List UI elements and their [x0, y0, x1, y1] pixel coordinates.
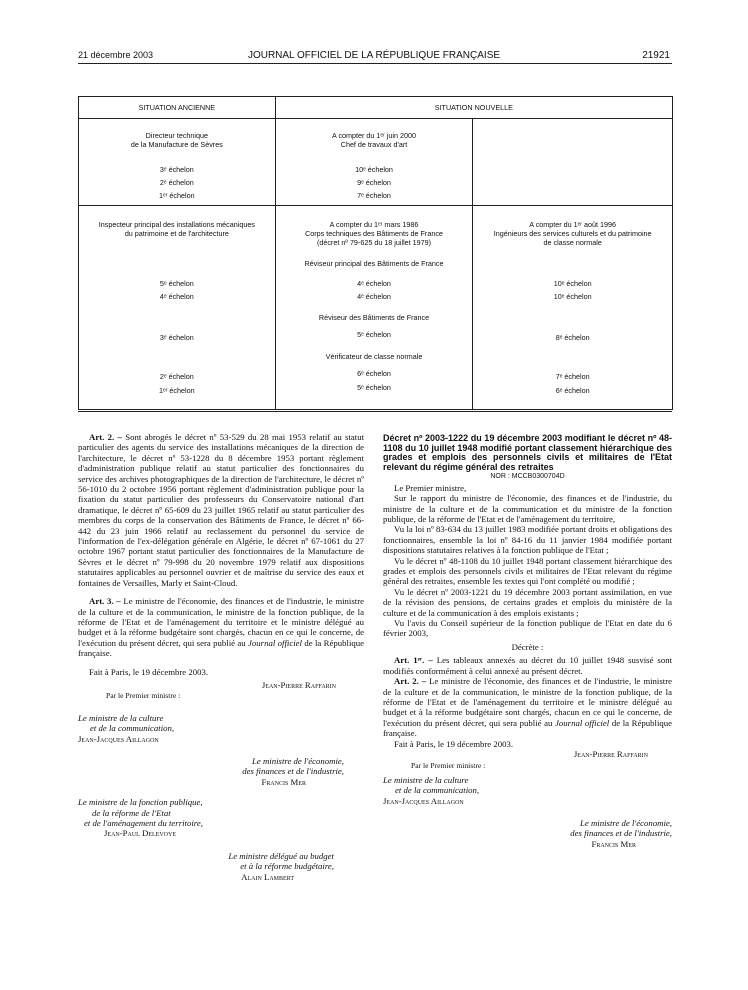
cell-text: Chef de travaux d'art [340, 140, 408, 149]
preamble-line: Vu l'avis du Conseil supérieur de la fonction publique de l'Etat en date du 6 février 2003, [383, 618, 672, 639]
decree-title: Décret nº 2003-1222 du 19 décembre 2003 modifiant le décret nº 48-1108 du 10 juillet 1948 modifié portant classement hiérarchique des grades et emplois des personnels civils et militaires de l'Etat relevant du régime général des retraites [383, 433, 672, 472]
cell-text: Réviseur des Bâtiments de France [318, 313, 430, 322]
preamble-line: Sur le rapport du ministre de l'économie, des finances et de l'industrie, du ministre de la culture et de la communication et du ministre de la fonction publique, de la réforme de l'Etat et de l'aménagement du territoire, [383, 493, 672, 524]
article-text: Les tableaux annexés au décret du 10 juillet 1948 susvisé sont modifiés conformément à celui annexé au présent décret. [383, 655, 672, 676]
cell-text: 8ᵉ échelon [555, 333, 590, 342]
journal-title: JOURNAL OFFICIEL DE LA RÉPUBLIQUE FRANÇAISE [247, 50, 501, 61]
signatory-pm: Jean-Pierre Raffarin [573, 748, 648, 759]
cell-text: 5ᵉ échelon [159, 279, 194, 288]
cell-text: 4ᵉ échelon [357, 292, 391, 301]
decrete: Décrète : [511, 641, 544, 652]
cell-text: 6ᵉ échelon [357, 369, 391, 378]
article-1 [383, 655, 672, 676]
nor-reference: NOR : MCCB0300704D [490, 473, 565, 481]
signature-line: des finances et de l'industrie, [570, 828, 672, 839]
header-old-situation: SITUATION ANCIENNE [79, 97, 276, 119]
signature-economie [78, 756, 364, 787]
cell-text: 5ᵉ échelon [357, 330, 391, 339]
journal-officiel-ref: Journal officiel [555, 717, 610, 728]
cell-text: Inspecteur principal des installations mécaniques [98, 220, 255, 229]
signature-culture [383, 775, 672, 806]
row2-old [79, 206, 276, 410]
signature-line: de la réforme de l'Etat [92, 807, 171, 818]
table-bottom-rule [78, 411, 672, 412]
article-text: Le ministre de l'économie, des finances et de l'industrie, le ministre de la culture et de la communication, le ministre de la fonction publique, de la réforme de l'Etat et de l'aménagement du territoire et le ministre délégué au budget et à la réforme budgétaire sont chargés, chacun en ce qui le concerne, de l'exécution du présent décret, qui sera publié au [383, 676, 672, 728]
article-label: Art. 3. – [89, 596, 121, 607]
preamble-line: Vu la loi nº 83-634 du 13 juillet 1983 modifiée portant droits et obligations des fonctionnaires, ensemble la loi nº 84-16 du 11 janvier 1984 modifiée portant dispositions statutaires relatives à la fonction publique de l'Etat ; [383, 524, 672, 556]
signature-line: et de la communication, [395, 785, 480, 796]
cell-text: Vérificateur de classe normale [325, 352, 423, 361]
article-text: Sont abrogés le décret nº 53-529 du 28 mai 1953 relatif au statut particulier des agents du service des installations mécaniques de la direction de l'architecture, le décret nº 53-1228 du 8 décembre 1953 portant règlement d'administration publique relatif au statut particulier des fonctionnaires du service des archives photographiques de la direction de l'architecture, le décret nº 56-1010 du 2 octobre 1956 portant règlement d'administration publique pour la fixation du statut particulier des professeurs du Conservatoire national d'art dramatique, le décret nº 65-609 du 23 juillet 1965 relatif au statut particulier des membres du corps de la conservation des Bâtiments de France, le décret nº 66-442 du 23 juin 1966 relatif au reclassement du personnel du service de l'information de l'ex-délégation générale en Algérie, le décret nº 67-1061 du 27 octobre 1967 portant statut particulier des fonctionnaires de la Manufacture de Sèvres et le décret nº 79-998 du 20 novembre 1979 relatif aux dispositions statutaires applicables au personnel ouvrier et de maîtrise du service des eaux et fontaines de Versailles, Marly et Saint-Cloud. [78, 432, 365, 588]
signature-economie [383, 818, 672, 849]
journal-officiel-ref: Journal officiel [248, 637, 302, 648]
cell-text: 10ᵉ échelon [355, 165, 393, 174]
row1-old [79, 119, 276, 206]
article-text: Le ministre de l'économie, des finances et de l'industrie, le ministre de la culture et de la communication, le ministre de la fonction publique, de la réforme de l'Etat et de l'aménagement du territoire et le ministre délégué au budget et à la réforme budgétaire sont chargés, chacun en ce qui le concerne, de l'exécution du présent décret, qui sera publié au [78, 596, 364, 648]
row2-mid [275, 206, 473, 410]
cell-text: 9ᵉ échelon [357, 178, 391, 187]
cell-text: A compter du 1ᵉʳ mars 1986 [329, 220, 419, 229]
signatory-name: Jean-Paul Delevoye [104, 828, 177, 839]
signatory-name: Francis Mer [261, 776, 306, 787]
reclassification-table [78, 96, 673, 410]
cell-text: Directeur technique [145, 131, 208, 140]
article-text: de la République française. [383, 717, 673, 739]
cell-text: 4ᵉ échelon [159, 292, 194, 301]
par-le-premier-ministre: Par le Premier ministre : [106, 691, 181, 701]
cell-text: 2ᵉ échelon [159, 372, 194, 381]
signature-line: et de la communication, [90, 723, 175, 734]
signature-date: Fait à Paris, le 19 décembre 2003. [394, 738, 514, 749]
preamble-line: Vu le décret nº 2003-1221 du 19 décembre 2003 portant assimilation, en vue de la révision des pensions, de certains grades et emplois du ministère de la culture et de la communication à des emplois existants ; [383, 586, 672, 618]
signature-line: et de l'aménagement du territoire, [84, 818, 203, 828]
cell-text: du patrimoine et de l'architecture [124, 229, 229, 238]
article-2-right [383, 676, 672, 738]
cell-text: 7ᵉ échelon [555, 372, 590, 381]
article-3 [78, 596, 364, 658]
cell-text: A compter du 1ᵉʳ août 1996 [529, 220, 617, 229]
cell-text: A compter du 1ᵉʳ juin 2000 [332, 131, 416, 140]
signature-line: et à la réforme budgétaire, [240, 861, 334, 872]
signatory-name: Jean-Jacques Aillagon [78, 733, 159, 744]
cell-text: 10ᵉ échelon [553, 279, 592, 288]
cell-text: Réviseur principal des Bâtiments de France [304, 259, 444, 268]
header-rule [78, 63, 672, 64]
row1-new [275, 119, 473, 206]
signature-line: Le ministre de la culture [383, 774, 469, 785]
signature-line: Le ministre de la culture [78, 712, 164, 723]
signature-line: Le ministre délégué au budget [228, 850, 334, 861]
signature-budget [78, 851, 364, 882]
signature-line: Le ministre de l'économie, [252, 755, 344, 766]
signature-culture [78, 713, 364, 744]
signature-line: des finances et de l'industrie, [242, 766, 344, 777]
signatory-pm: Jean-Pierre Raffarin [261, 679, 336, 690]
cell-text: 7ᵉ échelon [357, 191, 391, 200]
cell-text: de classe normale [543, 238, 602, 247]
signature-line: Le ministre de l'économie, [580, 817, 672, 828]
left-column [78, 432, 364, 882]
cell-text: 3ᵉ échelon [159, 165, 194, 174]
par-le-premier-ministre: Par le Premier ministre : [411, 761, 486, 771]
signature-fonction-publique [78, 797, 364, 839]
signatory-name: Alain Lambert [241, 871, 294, 882]
cell-text: Corps techniques des Bâtiments de France [305, 229, 443, 238]
signatory-name: Jean-Jacques Aillagon [383, 795, 464, 806]
cell-text: Ingénieurs des services culturels et du patrimoine [493, 229, 652, 238]
signatory-name: Francis Mer [591, 838, 636, 849]
signature-line: Le ministre de la fonction publique, [78, 797, 203, 808]
cell-text: 6ᵉ échelon [555, 386, 590, 395]
cell-text: 1ᵉʳ échelon [159, 386, 195, 395]
article-label: Art. 1ᵉʳ. – [394, 655, 433, 666]
cell-text: (décret nº 79-625 du 18 juillet 1979) [316, 238, 432, 247]
preamble-line: Vu le décret nº 48-1108 du 10 juillet 1948 portant classement hiérarchique des grades et emplois des personnels civils et militaires de l'Etat relevant du régime général des retraites, ensemble les textes qui l'ont complété ou modifié ; [383, 555, 672, 587]
cell-text: 2ᵉ échelon [159, 178, 194, 187]
preamble-line: Le Premier ministre, [394, 482, 467, 493]
cell-text: 4ᵉ échelon [357, 279, 391, 288]
cell-text: de la Manufacture de Sèvres [130, 140, 223, 149]
cell-text: 1ᵉʳ échelon [159, 191, 195, 200]
header-date: 21 décembre 2003 [78, 50, 154, 60]
cell-text: 5ᵉ échelon [357, 383, 391, 392]
right-column [383, 434, 672, 849]
page-number: 21921 [642, 50, 670, 61]
article-text: de la République française. [78, 637, 365, 659]
article-2 [78, 432, 364, 588]
row1-empty [473, 119, 673, 206]
cell-text: 10ᵉ échelon [553, 292, 592, 301]
article-label: Art. 2. – [394, 676, 427, 687]
signature-date: Fait à Paris, le 19 décembre 2003. [89, 666, 209, 677]
row2-right [473, 206, 673, 410]
article-label: Art. 2. – [89, 432, 122, 442]
header-new-situation: SITUATION NOUVELLE [275, 97, 672, 119]
cell-text: 3ᵉ échelon [159, 333, 194, 342]
